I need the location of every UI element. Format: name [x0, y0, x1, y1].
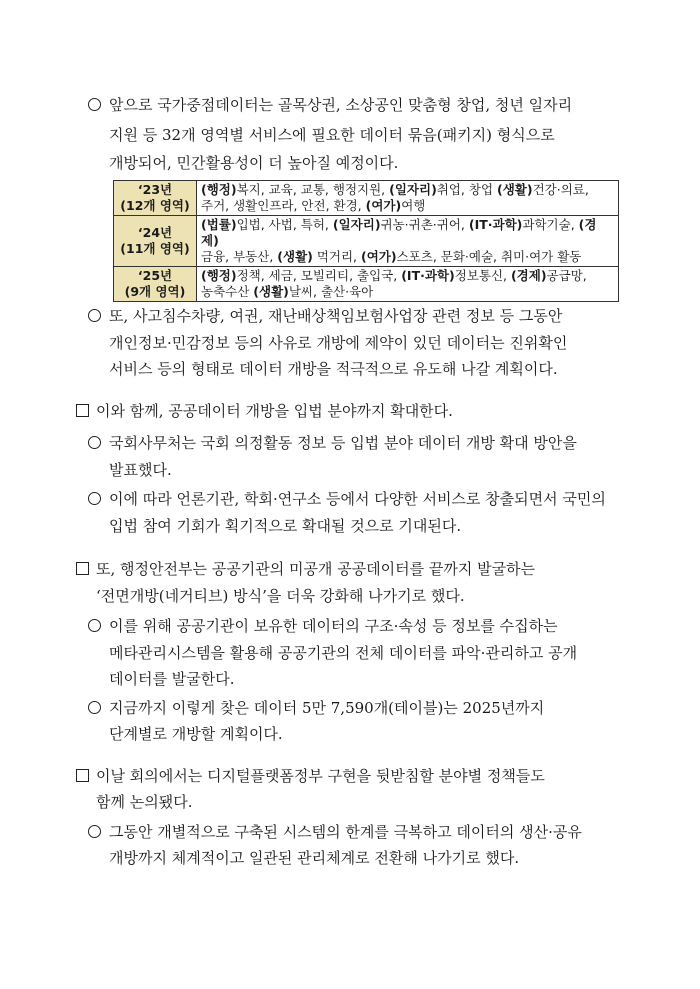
year-label: ‘24년 [137, 225, 173, 240]
category-items: 공급망, [546, 268, 587, 283]
table-row [114, 181, 619, 216]
year-label: ‘23년 [137, 182, 173, 197]
areas-line [201, 198, 614, 214]
area-count-label: (12개 영역) [120, 198, 190, 213]
category-items: 여행 [401, 198, 426, 213]
para1-line: 개방되어, 민간활용성이 더 높아질 예정이다. [109, 154, 399, 172]
category-items: 과학기술, [522, 217, 579, 232]
category-label: (행정) [201, 182, 237, 197]
para6-line: 단계별로 개방할 계획이다. [109, 725, 283, 743]
para3-line: 발표했다. [109, 461, 172, 479]
category-label: (행정) [201, 268, 237, 283]
area-count-label: (9개 영역) [124, 284, 186, 299]
para7-line: 개방까지 체계적이고 일관된 관리체계로 전환해 나가기로 했다. [109, 849, 520, 867]
areas-line [201, 217, 614, 249]
para6-line: 지금까지 이렇게 찾은 데이터 5만 7,590개(테이블)는 2025년까지 [109, 699, 545, 717]
category-items: 취업, 창업 [436, 182, 498, 197]
areas-line [201, 284, 614, 300]
year-label: ‘25년 [137, 268, 173, 283]
circle-bullet-icon [88, 96, 101, 116]
circle-bullet-icon [88, 617, 101, 637]
circle-bullet-icon [88, 699, 101, 719]
circle-bullet-icon [88, 307, 101, 327]
category-label: (여가) [365, 198, 402, 213]
data-area-table [113, 180, 619, 302]
sec2-line: ‘전면개방(네거티브) 방식’을 더욱 강화해 나가기로 했다. [96, 587, 465, 605]
para4-line: 입법 참여 기회가 획기적으로 확대될 것으로 기대된다. [109, 517, 462, 535]
areas-cell [197, 267, 619, 302]
category-items: 스포츠, 문화·예술, 취미·여가 활동 [396, 249, 582, 264]
category-items: 귀농·귀촌·귀어, [380, 217, 469, 232]
category-label: (IT·과학) [468, 217, 523, 232]
areas-cell [197, 216, 619, 267]
year-cell [114, 267, 197, 302]
para3-line: 국회사무처는 국회 의정활동 정보 등 입법 분야 데이터 개방 확대 방안을 [109, 434, 577, 452]
areas-cell [197, 181, 619, 216]
category-label: (IT·과학) [401, 268, 455, 283]
category-items: 금융, 부동산, [201, 249, 278, 264]
areas-line [201, 249, 614, 265]
para2-line: 서비스 등의 형태로 데이터 개방을 적극적으로 유도해 나갈 계획이다. [109, 360, 558, 378]
category-items: 먹거리, [312, 249, 362, 264]
sec2-line: 또, 행정안전부는 공공기관의 미공개 공공데이터를 끝까지 발굴하는 [96, 560, 536, 578]
category-label: (여가) [361, 249, 397, 264]
square-bullet-icon [76, 402, 89, 422]
table-row [114, 267, 619, 302]
category-items: 주거, 생활인프라, 안전, 환경, [201, 198, 366, 213]
para4-line: 이에 따라 언론기관, 학회·연구소 등에서 다양한 서비스로 창출되면서 국민의 [109, 490, 606, 508]
category-items: 농축수산 [201, 284, 254, 299]
category-label: (일자리) [389, 182, 437, 197]
category-label: (생활) [497, 182, 533, 197]
category-items: 건강·의료, [532, 182, 589, 197]
category-label: (법률) [201, 217, 237, 232]
para5-line: 메타관리시스템을 활용해 공공기관의 전체 데이터를 파악·관리하고 공개 [109, 644, 578, 662]
para7-line: 그동안 개별적으로 구축된 시스템의 한계를 극복하고 데이터의 생산·공유 [109, 823, 582, 841]
category-items: 정책, 세금, 모빌리티, 출입국, [236, 268, 402, 283]
para2-line: 또, 사고침수차량, 여권, 재난배상책임보험사업장 관련 정보 등 그동안 [109, 307, 563, 325]
sec3-line: 이날 회의에서는 디지털플랫폼정부 구현을 뒷받침할 분야별 정책들도 [96, 767, 545, 785]
area-count-label: (11개 영역) [120, 241, 190, 256]
para5-line: 이를 위해 공공기관이 보유한 데이터의 구조·속성 등 정보를 수집하는 [109, 617, 558, 635]
category-label: (경제) [201, 217, 597, 248]
table-row [114, 216, 619, 267]
para2-line: 개인정보·민감정보 등의 사유로 개방에 제약이 있던 데이터는 진위확인 [109, 334, 568, 352]
para1-line: 지원 등 32개 영역별 서비스에 필요한 데이터 묶음(패키지) 형식으로 [109, 126, 555, 144]
year-cell [114, 216, 197, 267]
circle-bullet-icon [88, 823, 101, 843]
year-cell [114, 181, 197, 216]
category-items: 복지, 교육, 교통, 행정지원, [236, 182, 390, 197]
category-label: (일자리) [332, 217, 381, 232]
sec3-line: 함께 논의됐다. [96, 793, 193, 811]
areas-line [201, 268, 614, 284]
para5-line: 데이터를 발굴한다. [109, 670, 235, 688]
category-items: 입법, 사법, 특허, [236, 217, 333, 232]
category-label: (생활) [253, 284, 289, 299]
areas-line [201, 182, 614, 198]
square-bullet-icon [76, 560, 89, 580]
para1-line: 앞으로 국가중점데이터는 골목상권, 소상공인 맞춤형 창업, 청년 일자리 [109, 96, 573, 114]
category-label: (경제) [510, 268, 547, 283]
square-bullet-icon [76, 767, 89, 787]
category-label: (생활) [277, 249, 313, 264]
circle-bullet-icon [88, 490, 101, 510]
category-items: 날씨, 출산·육아 [288, 284, 374, 299]
category-items: 정보통신, [454, 268, 511, 283]
circle-bullet-icon [88, 434, 101, 454]
sec1-line: 이와 함께, 공공데이터 개방을 입법 분야까지 확대한다. [96, 402, 453, 420]
